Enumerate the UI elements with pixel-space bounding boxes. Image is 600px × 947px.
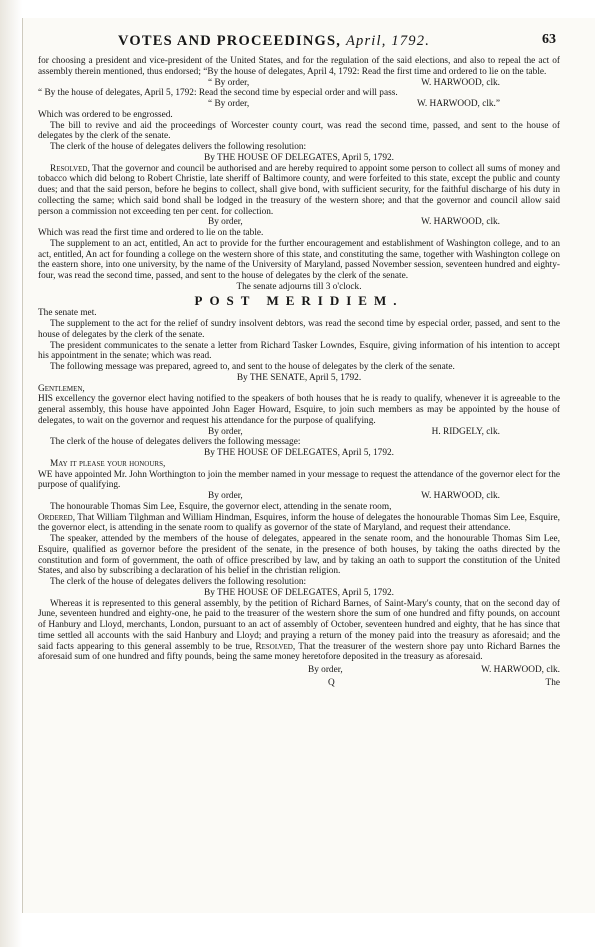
paragraph: The following message was prepared, agreed to, and sent to the house of delegates by the clerk of the senate. — [50, 362, 455, 372]
paragraph: Which was ordered to be engrossed. — [38, 109, 173, 120]
signature-line: By order, W. HARWOOD, clk. — [208, 491, 500, 501]
paragraph: The clerk of the house of delegates delivers the following resolution: — [50, 142, 307, 152]
page-gutter — [0, 0, 22, 947]
section-heading: By THE HOUSE OF DELEGATES, April 5, 1792. — [204, 152, 394, 163]
paragraph: Which was read the first time and ordered to lie on the table. — [38, 228, 264, 238]
paragraph: The senate met. — [38, 308, 97, 319]
order-text: Ordered, That William Tilghman and William Hindman, Esquires, inform the house of delegates the honourable Thomas Sim Lee, Esquire, the governor elect, is attending in the senate room to qualify as governor of the state of Maryland, and request their attendance. — [38, 512, 560, 534]
paragraph: The speaker, attended by the members of the house of delegates, appeared in the senate room, and the honourable Thomas Sim Lee, Esquire, qualified as governor before the president of the senate, in the presence of both houses, by taking the oaths directed by the constitution and form of government, the oath of office prescribed by law, and by taking an oath to support the constitution of the United States, and also by subscribing a declaration of his belief in the christian religion. — [38, 534, 560, 577]
section-heading: By THE HOUSE OF DELEGATES, April 5, 1792. — [204, 448, 394, 458]
paragraph: “ By the house of delegates, April 5, 1792: Read the second time by especial order and will pass. — [38, 88, 398, 99]
running-date: April, 1792. — [345, 33, 431, 49]
paragraph: The supplement to the act for the relief of sundry insolvent debtors, was read the second time by especial order, passed, and sent to the house of delegates by the clerk of the senate. — [38, 319, 560, 340]
paragraph: The honourable Thomas Sim Lee, Esquire, the governor elect, attending in the senate room, — [50, 501, 392, 512]
message-text: HIS excellency the governor elect having notified to the speakers of both houses that he is ready to qualify, whenever it is agreeable to the general assembly, this house have appointed John Eager Howard, Esquire, to join such members as may be appointed by the house of delegates, to wait on the governor and request his attendance for the purpose of qualifying. — [38, 394, 560, 426]
document-body — [38, 32, 560, 689]
paragraph: The supplement to an act, entitled, An act to provide for the further encouragement and establishment of Washington college, and to an act, entitled, An act for founding a college on the western shore of this state, and constituting the same, together with Washington college on the eastern shore, into one university, by the name of the University of Maryland, passed November session, seventeen hundred and eighty-four, was read the second time, passed, and sent to the house of delegates by the clerk of the senate. — [38, 238, 560, 281]
section-heading: By THE HOUSE OF DELEGATES, April 5, 1792. — [204, 587, 394, 598]
page-number: 63 — [542, 32, 556, 47]
paragraph: for choosing a president and vice-president of the United States, and for the regulation of the said elections, and also to repeal the act of assembly therein mentioned, thus endorsed; “By the house of delegates, April 4, 1792: Read the first time and ordered to lie on the table. — [38, 56, 560, 77]
signature-line: “ By order, W. HARWOOD, clk. — [208, 77, 500, 88]
running-header — [38, 32, 560, 56]
paragraph: The clerk of the house of delegates delivers the following message: — [50, 437, 301, 448]
paragraph: The president communicates to the senate a letter from Richard Tasker Lowndes, Esquire, giving information of his intention to accept his appointment in the senate; which was read. — [38, 340, 560, 362]
salutation: May it please your honours, — [50, 458, 166, 469]
signature-mark: Q — [328, 677, 335, 688]
signature-line: By order, H. RIDGELY, clk. — [208, 426, 500, 437]
section-heading: By THE SENATE, April 5, 1792. — [236, 372, 362, 383]
page-footer-catch — [38, 678, 560, 689]
catchword: The — [545, 677, 560, 688]
running-title: VOTES AND PROCEEDINGS, April, 1792. — [118, 33, 431, 49]
page-footer — [38, 665, 560, 676]
resolution-text: Whereas it is represented to this general assembly, by the petition of Richard Barnes, of Saint-Mary's county, that on the second day of June, seventeen hundred and eighty-one, he paid to the treasurer of the western shore the sum of one hundred and fifty pounds, on account of Hanbury and Lloyd, merchants, London, pursuant to an act of assembly of October, seventeen hundred and eighty, that he has since that time settled all accounts with the said Hanbury and Lloyd; and praying a return of the money paid into the treasury as aforesaid; and the said facts appearing to this general assembly to be true, Resolved, That the treasurer of the western shore pay unto Richard Barnes the aforesaid sum of one hundred and fifty pounds, being the same money heretofore deposited in the treasury as aforesaid. — [38, 598, 560, 663]
signature-line: “ By order, W. HARWOOD, clk.” — [208, 99, 500, 109]
message-text: WE have appointed Mr. John Worthington to join the member named in your message to request the attendance of the governor elect for the purpose of qualifying. — [38, 469, 560, 491]
footer-signature: W. HARWOOD, clk. — [481, 665, 560, 675]
salutation: Gentlemen, — [38, 383, 85, 394]
adjournment-line: The senate adjourns till 3 o'clock. — [236, 281, 362, 292]
signature-line: By order, W. HARWOOD, clk. — [208, 217, 500, 228]
footer-by-order: By order, — [308, 665, 343, 675]
resolution-text: Resolved, That the governor and council be authorised and are hereby required to appoint some person to collect all sums of money and tobacco which did belong to Robert Christie, late sheriff of Baltimore county, and were forfeited to this state, except the public and county dues; and that the said person, before he begins to collect, shall give bond, with sufficient security, for the faithful discharge of his duty in collecting the same; which said bond shall be lodged in the treasury of the western shore; and that the governor and council allow said person a commission not exceeding ten per cent. for collection. — [38, 163, 560, 217]
paragraph: The clerk of the house of delegates delivers the following resolution: — [50, 577, 307, 587]
paragraph: The bill to revive and aid the proceedings of Worcester county court, was read the second time, passed, and sent to the house of delegates by the clerk of the senate. — [38, 120, 560, 142]
section-title: POST MERIDIEM. — [194, 292, 404, 308]
